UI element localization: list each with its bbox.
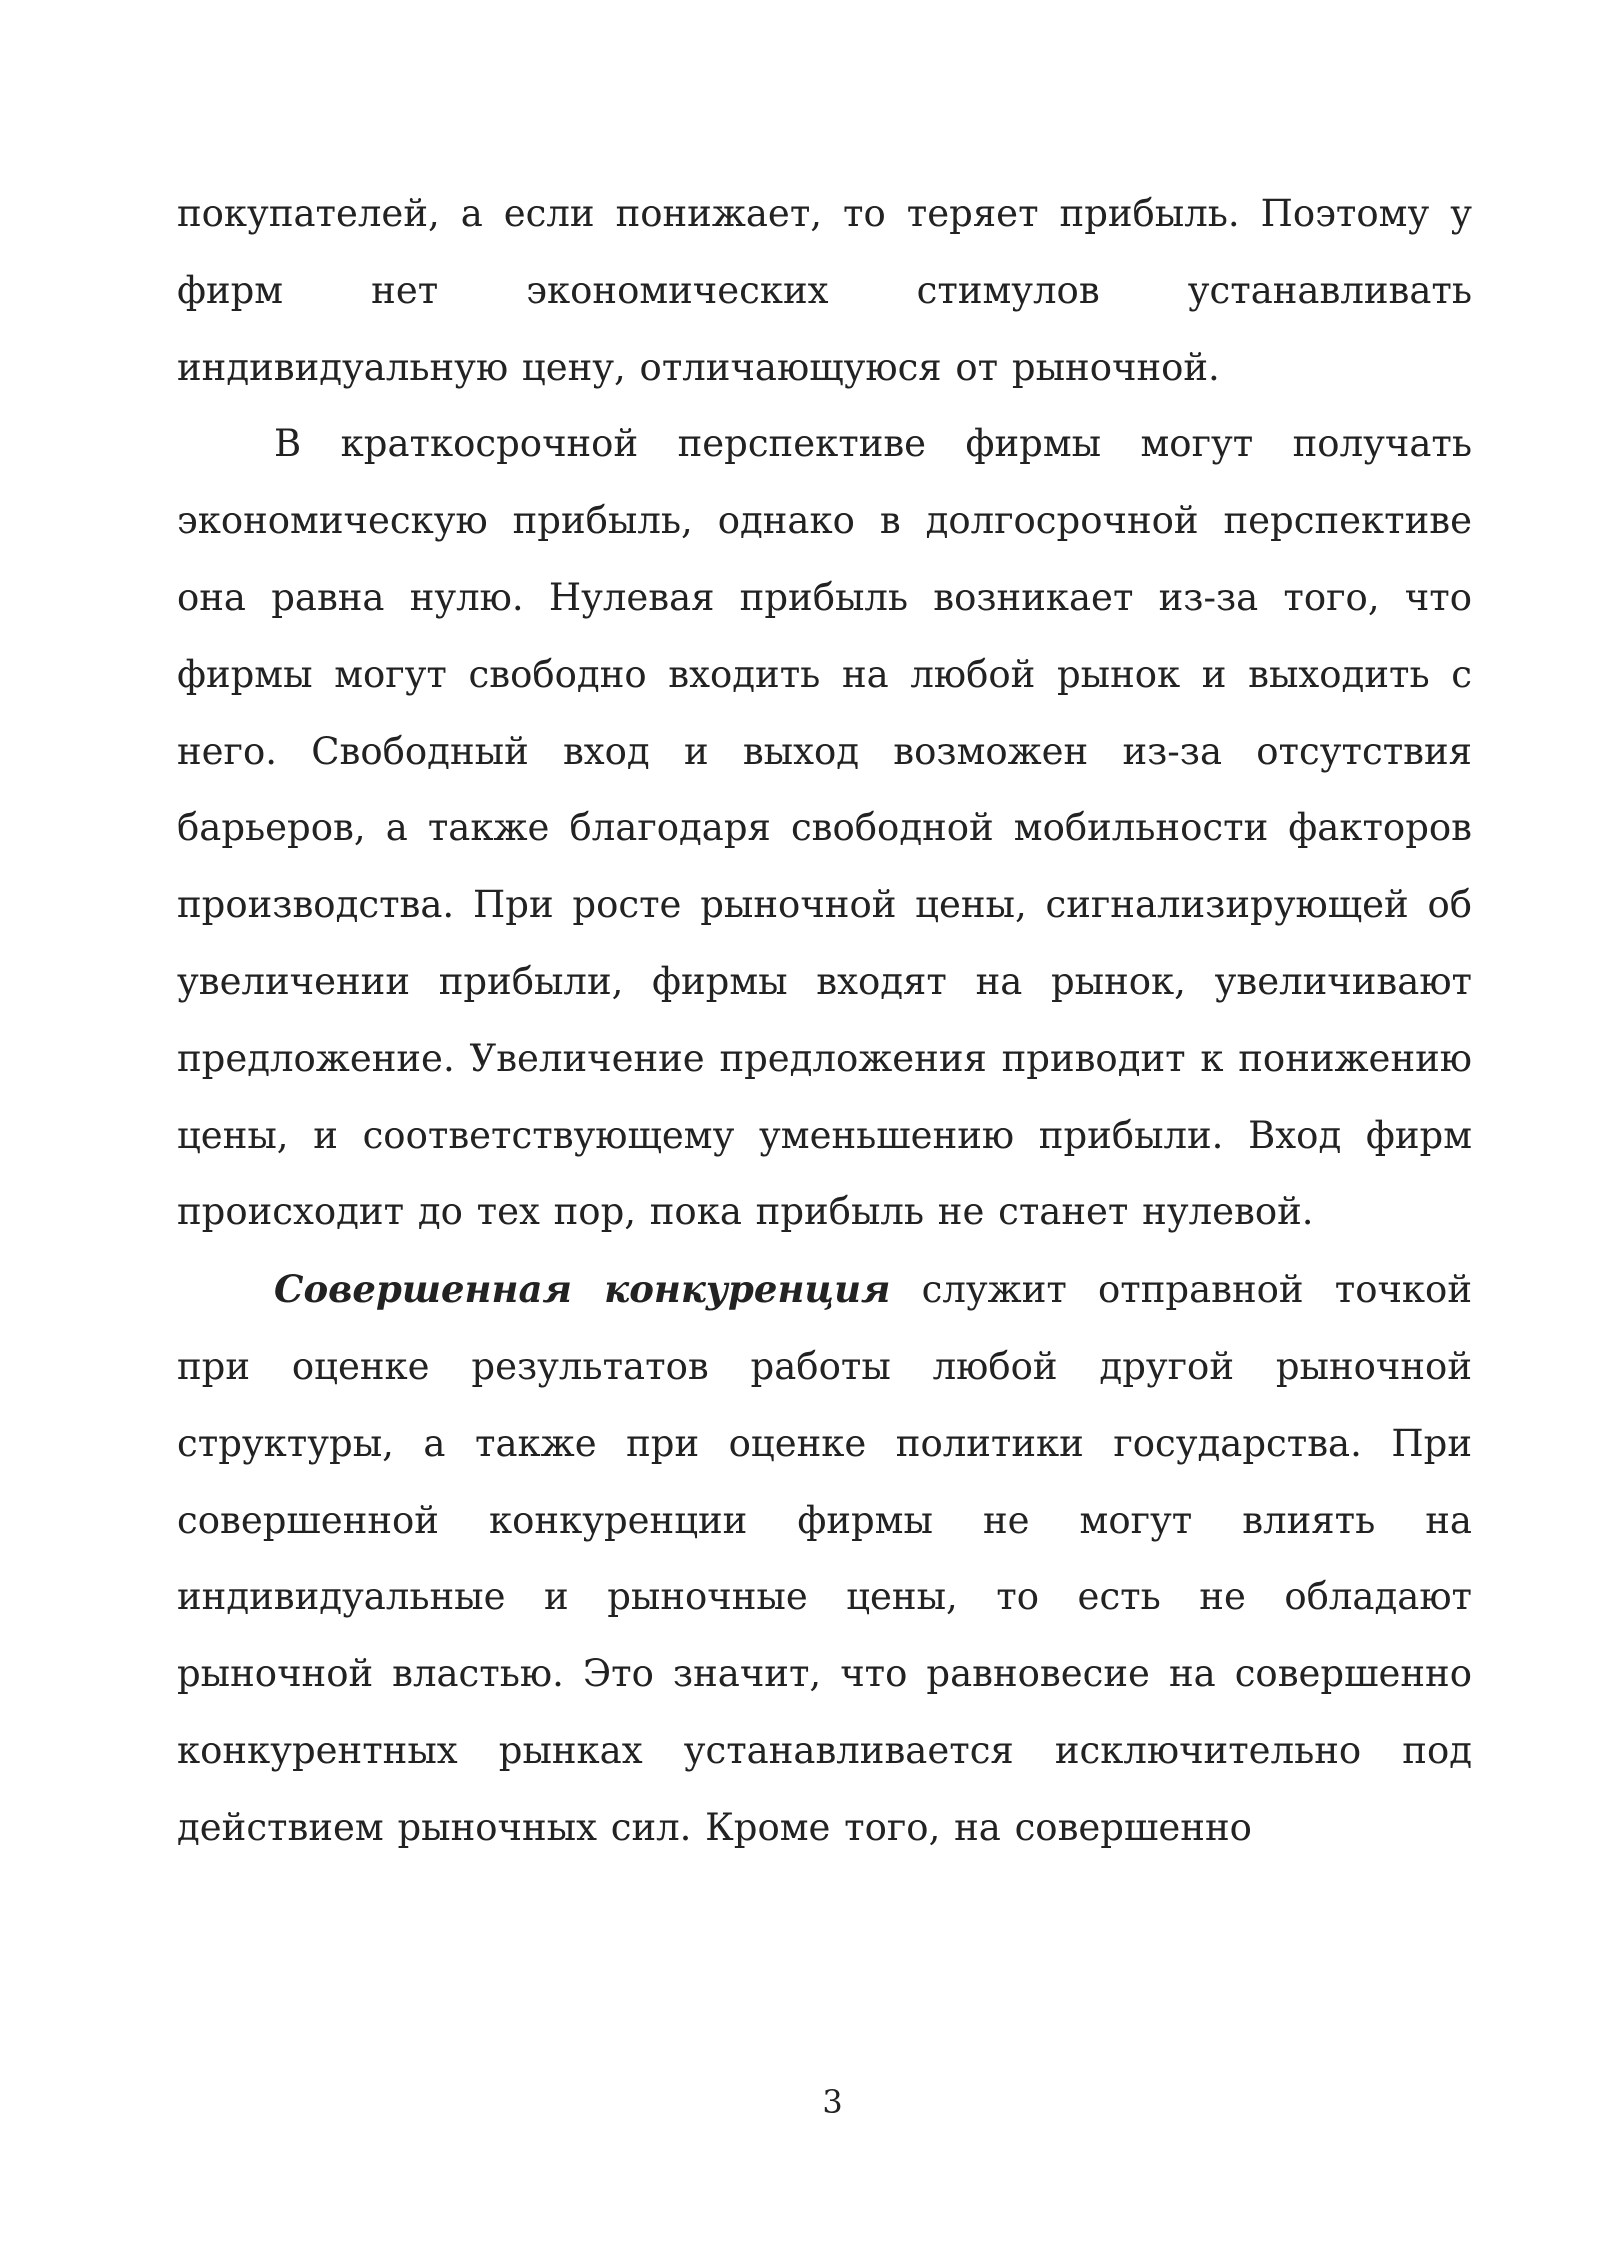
paragraph-3 xyxy=(177,1251,1472,1866)
document-body xyxy=(177,176,1472,1867)
paragraph-1: покупателей, а если понижает, то теряет прибыль. Поэтому у фирм нет экономических стимулов устанавливать индивидуальную цену, отличающуюся от рыночной. xyxy=(177,192,1472,389)
paragraph-2: В краткосрочной перспективе фирмы могут получать экономическую прибыль, однако в долгосрочной перспективе она равна нулю. Нулевая прибыль возникает из-за того, что фирмы могут свободно входить на любой рынок и выходить с него. Свободный вход и выход возможен из-за отсутствия барьеров, а также благодаря свободной мобильности факторов производства. При росте рыночной цены, сигнализирующей об увеличении прибыли, фирмы входят на рынок, увеличивают предложение. Увеличение предложения приводит к понижению цены, и соответствующему уменьшению прибыли. Вход фирм происходит до тех пор, пока прибыль не станет нулевой. xyxy=(177,422,1472,1234)
paragraph-3-text: служит отправной точкой при оценке результатов работы любой другой рыночной структуры, а также при оценке политики государства. При совершенной конкуренции фирмы не могут влиять на индивидуальные и рыночные цены, то есть не обладают рыночной властью. Это значит, что равновесие на совершенно конкурентных рынках устанавливается исключительно под действием рыночных сил. Кроме того, на совершенно xyxy=(177,1268,1472,1849)
page-number: 3 xyxy=(822,2083,843,2121)
defined-term: Совершенная конкуренция xyxy=(274,1267,891,1312)
